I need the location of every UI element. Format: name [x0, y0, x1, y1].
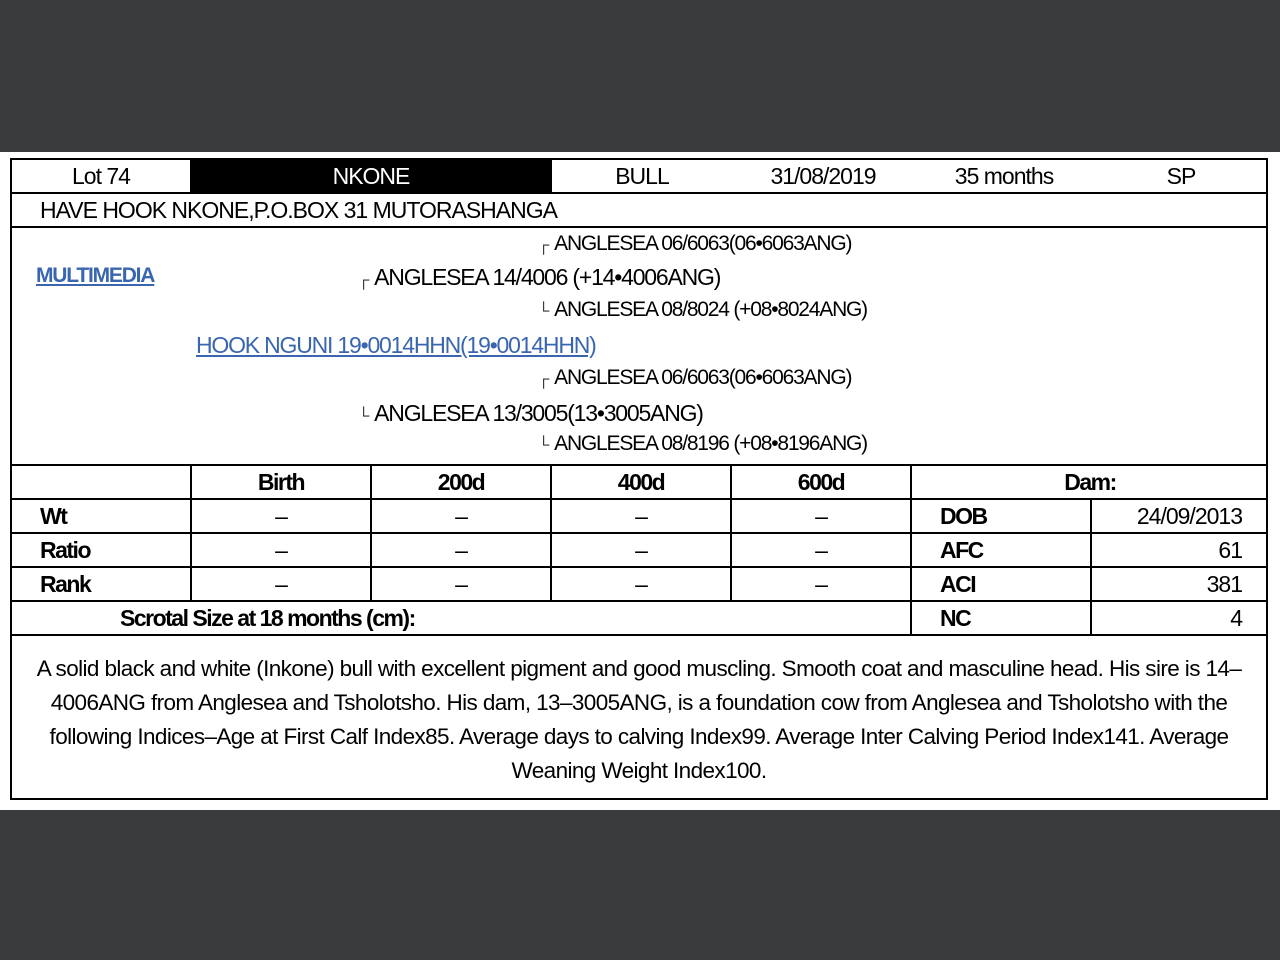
sire-sire: [358, 264, 720, 291]
lot-page: [0, 152, 1280, 810]
bracket-top-icon: ┌: [538, 237, 549, 254]
column-200d: 200d: [437, 468, 485, 495]
pedigree-section: [12, 228, 1266, 464]
performance-header-row: [12, 466, 1266, 498]
pedigree-entry: ANGLESEA 06/6063(06•6063ANG): [554, 366, 852, 389]
value-cell: –: [275, 502, 287, 529]
value-cell: –: [635, 570, 647, 597]
lot-card: [10, 158, 1268, 800]
value-cell: –: [815, 570, 827, 597]
bracket-bottom-icon: └: [358, 408, 369, 425]
value-cell: –: [455, 502, 467, 529]
sire-link[interactable]: HOOK NGUNI 19•0014HHN(19•0014HHN): [196, 332, 596, 358]
animal-name: NKONE: [190, 160, 552, 192]
scrotal-size-label: Scrotal Size at 18 months (cm):: [120, 604, 415, 631]
description-text: A solid black and white (Inkone) bull with excellent pigment and good muscling. Smooth coat and masculine head. His sire is 14–4006ANG from Anglesea and Tsholotsho. His dam, 13–3005ANG, is a foundation cow from Anglesea and Tsholotsho with the following Indices–Age at First Calf Index85. Average days to calving Index99. Average Inter Calving Period Index141. Average Weaning Weight Index100.: [36, 656, 1242, 783]
value-cell: –: [635, 536, 647, 563]
bracket-bottom-icon: └: [538, 303, 549, 320]
pedigree-entry: ANGLESEA 06/6063(06•6063ANG): [554, 232, 852, 255]
lot-number: Lot 74: [72, 162, 130, 189]
dam-label: AFC: [940, 536, 983, 563]
value-cell: –: [455, 570, 467, 597]
animal-sex: BULL: [615, 162, 669, 189]
value-cell: –: [275, 570, 287, 597]
row-label: Rank: [40, 570, 91, 597]
value-cell: –: [635, 502, 647, 529]
performance-row-rank: [12, 568, 1266, 600]
owner-row: [12, 194, 1266, 226]
bracket-top-icon: ┌: [358, 272, 369, 289]
owner-address: HAVE HOOK NKONE,P.O.BOX 31 MUTORASHANGA: [40, 196, 557, 223]
dam-value: 24/09/2013: [1136, 502, 1242, 529]
performance-row-wt: [12, 500, 1266, 532]
performance-row-ratio: [12, 534, 1266, 566]
sire-dam-dam: [538, 432, 867, 456]
dam-label: ACI: [940, 570, 976, 597]
column-birth: Birth: [257, 468, 305, 495]
sire-dam-sire: [538, 366, 851, 390]
pedigree-entry: ANGLESEA 08/8196 (+08•8196ANG): [554, 432, 867, 455]
value-cell: –: [815, 536, 827, 563]
scrotal-row: [12, 602, 1266, 634]
dam-value: 381: [1206, 570, 1242, 597]
pedigree-entry: ANGLESEA 13/3005(13•3005ANG): [374, 400, 703, 426]
column-400d: 400d: [617, 468, 665, 495]
sire-sire-dam: [538, 298, 867, 322]
dam-title: Dam:: [1064, 468, 1116, 495]
pedigree-entry: ANGLESEA 14/4006 (+14•4006ANG): [374, 264, 721, 290]
dam-label: DOB: [940, 502, 987, 529]
dam-value: 4: [1230, 604, 1242, 631]
animal-code: SP: [1166, 162, 1196, 189]
sire-dam: [358, 400, 703, 427]
value-cell: –: [275, 536, 287, 563]
header-row: [12, 160, 1266, 192]
multimedia-link[interactable]: MULTIMEDIA: [36, 264, 155, 287]
description-section: [12, 636, 1266, 800]
pedigree-entry: ANGLESEA 08/8024 (+08•8024ANG): [554, 298, 867, 321]
bracket-bottom-icon: └: [538, 437, 549, 454]
animal-dob: 31/08/2019: [770, 162, 876, 189]
sire-sire-sire: [538, 232, 851, 256]
row-label: Wt: [40, 502, 67, 529]
column-600d: 600d: [797, 468, 845, 495]
value-cell: –: [455, 536, 467, 563]
animal-age: 35 months: [954, 162, 1054, 189]
bracket-top-icon: ┌: [538, 371, 549, 388]
dam-value: 61: [1218, 536, 1242, 563]
value-cell: –: [815, 502, 827, 529]
dam-label: NC: [940, 604, 971, 631]
row-label: Ratio: [40, 536, 90, 563]
